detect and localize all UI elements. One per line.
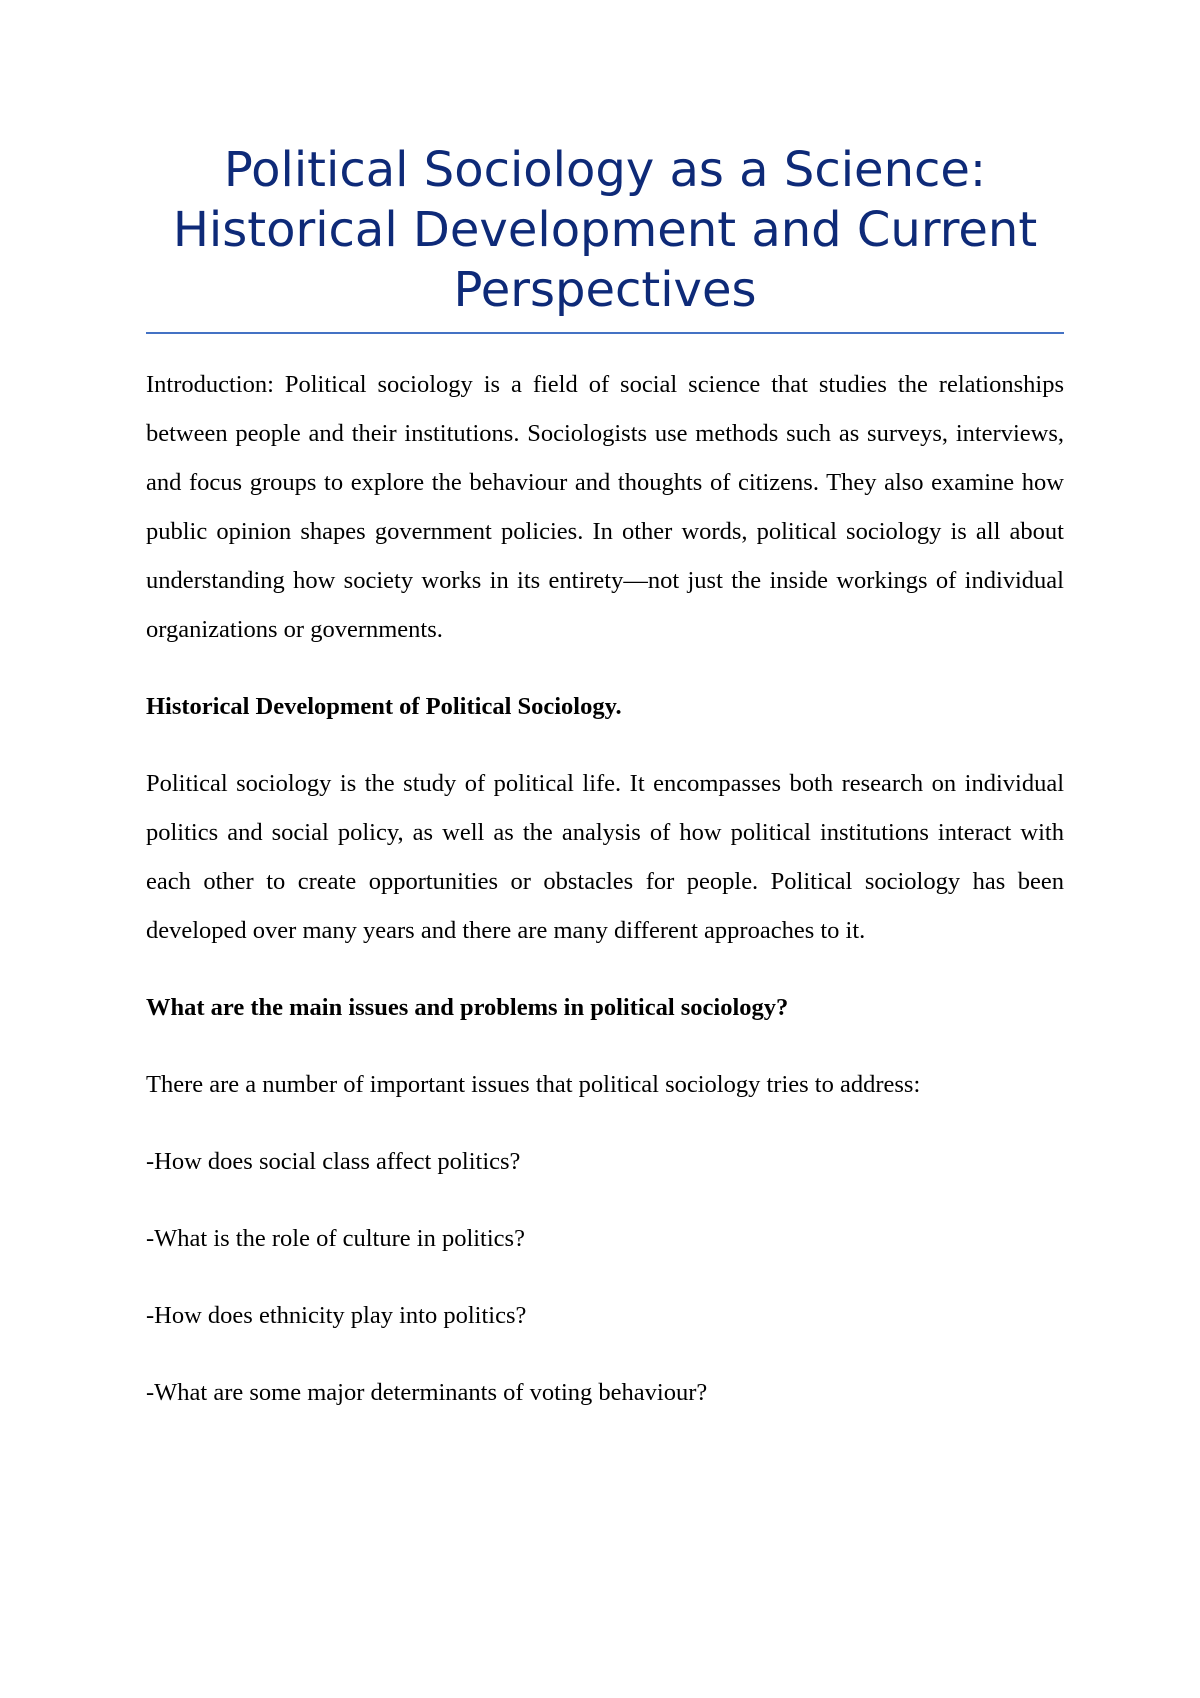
- document-page: [146, 140, 1064, 1417]
- question-item: -How does social class affect politics?: [146, 1148, 521, 1175]
- issues-intro: There are a number of important issues that political sociology tries to address:: [146, 1071, 921, 1098]
- history-paragraph: Political sociology is the study of political life. It encompasses both research on individual politics and social policy, as well as the analysis of how political institutions interact with each other to create opportunities or obstacles for people. Political sociology has been developed over many years and there are many different approaches to it.: [146, 770, 1064, 944]
- issues-heading: What are the main issues and problems in political sociology?: [146, 994, 789, 1021]
- question-item: -What are some major determinants of voting behaviour?: [146, 1379, 708, 1406]
- title-divider: [146, 332, 1064, 334]
- intro-paragraph: Introduction: Political sociology is a field of social science that studies the relationships between people and their institutions. Sociologists use methods such as surveys, interviews, and focus groups to explore the behaviour and thoughts of citizens. They also examine how public opinion shapes government policies. In other words, political sociology is all about understanding how society works in its entirety—not just the inside workings of individual organizations or governments.: [146, 371, 1064, 643]
- history-heading: Historical Development of Political Sociology.: [146, 693, 622, 720]
- question-item: -What is the role of culture in politics?: [146, 1225, 525, 1252]
- document-title: Political Sociology as a Science: Historical Development and Current Perspectives: [172, 142, 1038, 318]
- question-item: -How does ethnicity play into politics?: [146, 1302, 527, 1329]
